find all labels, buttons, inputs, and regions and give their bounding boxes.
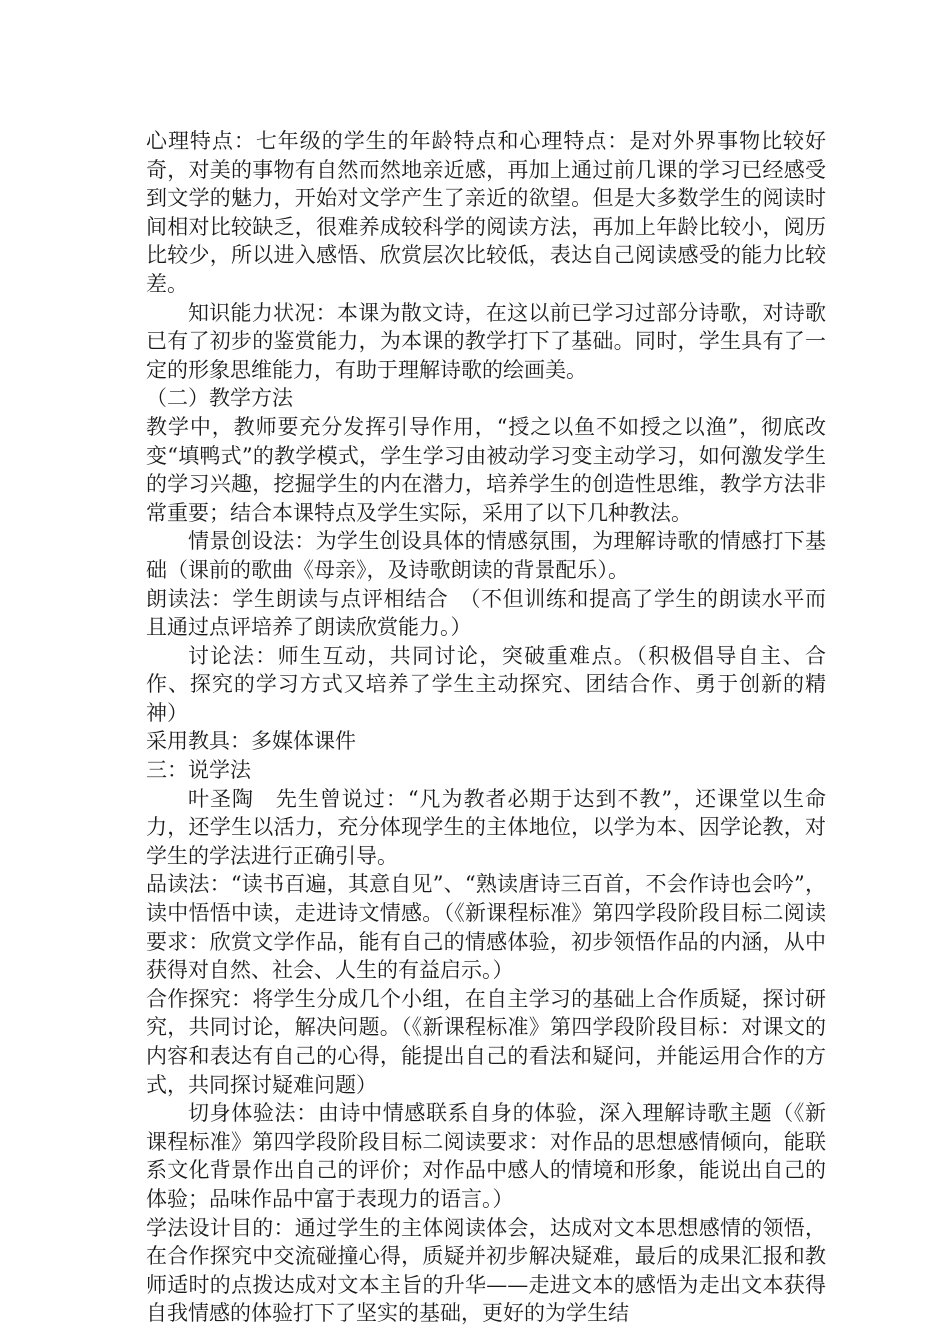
paragraph-ye-shengtao-quote: 叶圣陶 先生曾说过：“凡为教者必期于达到不教”，还课堂以生命力，还学生以活力，充分体现学生的主体地位，以学为本、因学论教，对学生的学法进行正确引导。 [146, 786, 826, 868]
paragraph-savor-reading: 品读法：“读书百遍，其意自见”、“熟读唐诗三百首，不会作诗也会吟”，读中悟悟中读，走进诗文情感。（《新课程标准》第四学段阶段目标二阅读要求：欣赏文学作品，能有自己的情感体验，初步领悟作品的内涵，从中获得对自然、社会、人生的有益启示。） [146, 872, 826, 983]
paragraph-teaching-intro: 教学中，教师要充分发挥引导作用，“授之以鱼不如授之以渔”，彻底改变“填鸭式”的教学模式，学生学习由被动学习变主动学习，如何激发学生的学习兴趣，挖掘学生的内在潜力，培养学生的创造性思维，教学方法非常重要；结合本课特点及学生实际，采用了以下几种教法。 [146, 414, 826, 525]
paragraph-psychology: 心理特点：七年级的学生的年龄特点和心理特点：是对外界事物比较好奇，对美的事物有自然而然地亲近感，再加上通过前几课的学习已经感受到文学的魅力，开始对文学产生了亲近的欲望。但是大多数学生的阅读时间相对比较缺乏，很难养成较科学的阅读方法，再加上年龄比较小，阅历比较少，所以进入感悟、欣赏层次比较低，表达自己阅读感受的能力比较差。 [146, 129, 826, 296]
paragraph-scenario-method: 情景创设法：为学生创设具体的情感氛围，为理解诗歌的情感打下基础（课前的歌曲《母亲》，及诗歌朗读的背景配乐）。 [146, 529, 826, 582]
paragraph-knowledge-ability: 知识能力状况：本课为散文诗，在这以前已学习过部分诗歌，对诗歌已有了初步的鉴赏能力，为本课的教学打下了基础。同时，学生具有了一定的形象思维能力，有助于理解诗歌的绘画美。 [146, 300, 826, 382]
paragraph-personal-experience: 切身体验法：由诗中情感联系自身的体验，深入理解诗歌主题（《新课程标准》第四学段阶段目标二阅读要求：对作品的思想感情倾向，能联系文化背景作出自己的评价；对作品中感人的情境和形象，能说出自己的体验；品味作品中富于表现力的语言。） [146, 1101, 826, 1211]
section-heading-teaching-method: （二）教学方法 [146, 386, 293, 411]
section-heading-learning-method: 三：说学法 [146, 758, 251, 783]
paragraph-design-purpose: 学法设计目的：通过学生的主体阅读体会，达成对文本思想感情的领悟，在合作探究中交流碰撞心得，质疑并初步解决疑难，最后的成果汇报和教师适时的点拨达成对文本主旨的升华——走进文本的感悟为走出文本获得自我情感的体验打下了坚实的基础，更好的为学生结 [146, 1215, 826, 1326]
paragraph-reading-method: 朗读法：学生朗读与点评相结合 （不但训练和提高了学生的朗读水平而且通过点评培养了朗读欣赏能力。） [146, 586, 826, 640]
document-body [146, 127, 826, 1328]
paragraph-cooperative-inquiry: 合作探究：将学生分成几个小组，在自主学习的基础上合作质疑，探讨研究，共同讨论，解决问题。（《新课程标准》第四学段阶段目标：对课文的内容和表达有自己的心得，能提出自己的看法和疑问，并能运用合作的方式，共同探讨疑难问题） [146, 986, 826, 1097]
paragraph-teaching-aids: 采用教具：多媒体课件 [146, 729, 356, 754]
paragraph-discussion-method: 讨论法：师生互动，共同讨论，突破重难点。（积极倡导自主、合作、探究的学习方式又培养了学生主动探究、团结合作、勇于创新的精神） [146, 643, 826, 725]
